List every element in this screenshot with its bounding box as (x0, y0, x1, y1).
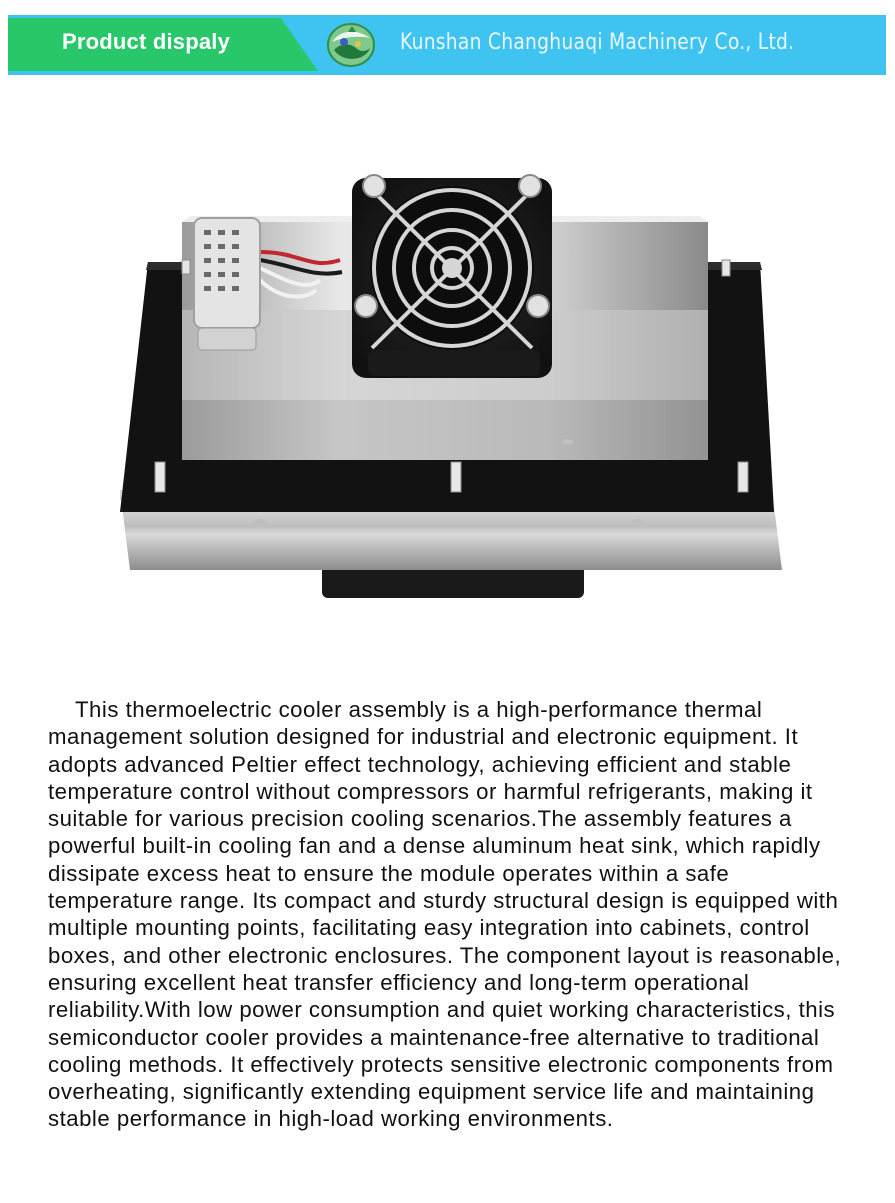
header-banner (8, 15, 886, 75)
thermoelectric-cooler-assembly-image (110, 160, 785, 605)
section-title: Product dispaly (62, 29, 231, 54)
globe-leaf-logo-icon (326, 22, 376, 68)
company-name: Kunshan Changhuaqi Machinery Co., Ltd. (400, 30, 795, 55)
product-description: This thermoelectric cooler assembly is a high-performance thermal management solution designed for industrial and electronic equipment. It adopts advanced Peltier effect technology, achieving efficient and stable temperature control without compressors or harmful refrigerants, making it suitable for various precision cooling scenarios.The assembly features a powerful built-in cooling fan and a dense aluminum heat sink, which rapidly dissipate excess heat to ensure the module operates within a safe temperature range. Its compact and sturdy structural design is equipped with multiple mounting points, facilitating easy integration into cabinets, control boxes, and other electronic enclosures. The component layout is reasonable, ensuring excellent heat transfer efficiency and long-term operational reliability.With low power consumption and quiet working characteristics, this semiconductor cooler provides a maintenance-free alternative to traditional cooling methods. It effectively protects sensitive electronic components from overheating, significantly extending equipment service life and maintaining stable performance in high-load working environments. (48, 697, 842, 1132)
